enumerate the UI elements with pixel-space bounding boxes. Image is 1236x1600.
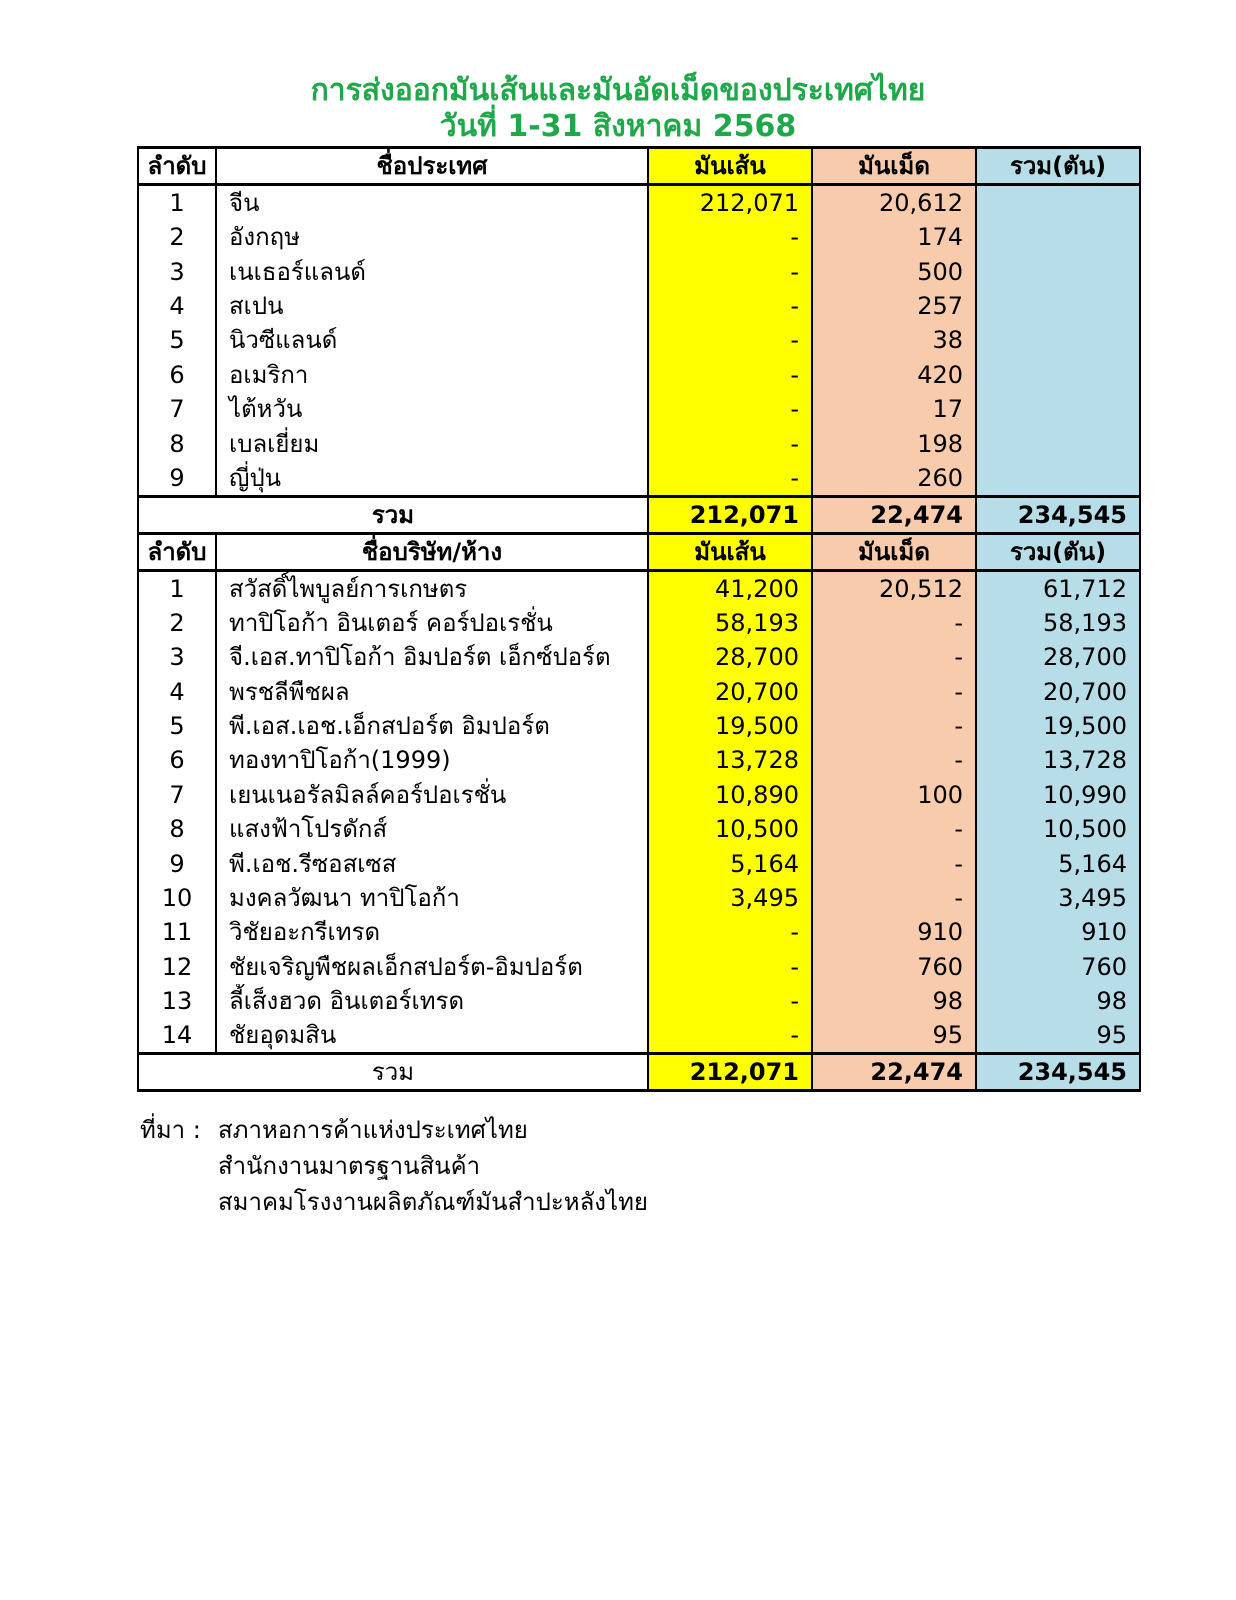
company-pellets-cell: 100 (812, 778, 976, 812)
source-line: สมาคมโรงงานผลิตภัณฑ์มันสำปะหลังไทย (218, 1188, 648, 1216)
company-name-cell: มงคลวัฒนา ทาปิโอก้า (216, 881, 648, 915)
company-section (138, 533, 1140, 1054)
company-chips-cell: - (648, 984, 812, 1018)
country-chips-cell: - (648, 220, 812, 254)
company-chips-cell: 10,890 (648, 778, 812, 812)
export-table (137, 146, 1141, 1092)
country-pellets-cell: 198 (812, 426, 976, 460)
country-row (138, 220, 1140, 254)
header-rank: ลำดับ (138, 148, 216, 185)
company-pellets-cell: 95 (812, 1018, 976, 1054)
country-total-row (138, 496, 1140, 533)
company-total-cell: 20,700 (976, 675, 1140, 709)
company-chips-cell: 41,200 (648, 570, 812, 606)
company-row (138, 881, 1140, 915)
company-rank-cell: 8 (138, 812, 216, 846)
country-rank-cell: 8 (138, 426, 216, 460)
country-chips-cell: - (648, 358, 812, 392)
company-name-cell: จี.เอส.ทาปิโอก้า อิมปอร์ต เอ็กซ์ปอร์ต (216, 640, 648, 674)
header-rank: ลำดับ (138, 533, 216, 570)
company-total-all: 234,545 (976, 1054, 1140, 1091)
country-pellets-cell: 174 (812, 220, 976, 254)
country-name-cell: สเปน (216, 289, 648, 323)
country-total-label: รวม (138, 496, 648, 533)
country-pellets-cell: 260 (812, 461, 976, 497)
country-total-chips: 212,071 (648, 496, 812, 533)
company-row (138, 950, 1140, 984)
company-total-cell: 98 (976, 984, 1140, 1018)
company-total-cell: 760 (976, 950, 1140, 984)
country-rank-cell: 5 (138, 323, 216, 357)
header-chips: มันเส้น (648, 148, 812, 185)
company-total-cell: 19,500 (976, 709, 1140, 743)
country-name-cell: ไต้หวัน (216, 392, 648, 426)
source-line: สภาหอการค้าแห่งประเทศไทย (218, 1116, 528, 1144)
company-total-cell: 13,728 (976, 743, 1140, 777)
company-name-cell: สวัสดิ์ไพบูลย์การเกษตร (216, 570, 648, 606)
company-rank-cell: 11 (138, 915, 216, 949)
company-pellets-cell: - (812, 743, 976, 777)
country-chips-cell: 212,071 (648, 185, 812, 221)
company-chips-cell: 10,500 (648, 812, 812, 846)
company-rank-cell: 2 (138, 606, 216, 640)
company-name-cell: เยนเนอรัลมิลล์คอร์ปอเรชั่น (216, 778, 648, 812)
header-total: รวม(ตัน) (976, 533, 1140, 570)
country-row (138, 392, 1140, 426)
company-name-cell: พรชลีพืชผล (216, 675, 648, 709)
country-pellets-cell: 38 (812, 323, 976, 357)
company-name-cell: ชัยอุดมสิน (216, 1018, 648, 1054)
company-row (138, 1018, 1140, 1054)
country-row (138, 323, 1140, 357)
country-row (138, 289, 1140, 323)
company-pellets-cell: - (812, 640, 976, 674)
country-rank-cell: 6 (138, 358, 216, 392)
company-total-cell: 95 (976, 1018, 1140, 1054)
company-total-label: รวม (138, 1054, 648, 1091)
country-pellets-cell: 420 (812, 358, 976, 392)
company-pellets-cell: 20,512 (812, 570, 976, 606)
company-rank-cell: 10 (138, 881, 216, 915)
company-total-cell: 58,193 (976, 606, 1140, 640)
country-chips-cell: - (648, 461, 812, 497)
company-pellets-cell: - (812, 812, 976, 846)
country-name-cell: อเมริกา (216, 358, 648, 392)
country-rank-cell: 2 (138, 220, 216, 254)
company-rank-cell: 6 (138, 743, 216, 777)
country-chips-cell: - (648, 426, 812, 460)
header-pellets: มันเม็ด (812, 533, 976, 570)
page-title: การส่งออกมันเส้นและมันอัดเม็ดของประเทศไทย (310, 73, 926, 108)
company-row (138, 846, 1140, 880)
company-row (138, 984, 1140, 1018)
company-rank-cell: 3 (138, 640, 216, 674)
company-rank-cell: 13 (138, 984, 216, 1018)
source-line: สำนักงานมาตรฐานสินค้า (218, 1152, 481, 1180)
source-lines (218, 1112, 648, 1220)
company-name-cell: พี.เอส.เอช.เอ็กสปอร์ต อิมปอร์ต (216, 709, 648, 743)
country-row (138, 358, 1140, 392)
country-name-cell: อังกฤษ (216, 220, 648, 254)
company-total-pellets: 22,474 (812, 1054, 976, 1091)
country-total-cell (976, 426, 1140, 460)
country-section (138, 148, 1140, 497)
country-header-row (138, 148, 1140, 185)
header-total: รวม(ตัน) (976, 148, 1140, 185)
company-total-section (138, 1054, 1140, 1091)
company-row (138, 675, 1140, 709)
company-rank-cell: 5 (138, 709, 216, 743)
source-label: ที่มา : (140, 1116, 201, 1144)
page-subtitle-date: วันที่ 1-31 สิงหาคม 2568 (439, 109, 797, 144)
company-total-chips: 212,071 (648, 1054, 812, 1091)
company-row (138, 812, 1140, 846)
company-total-cell: 10,500 (976, 812, 1140, 846)
company-chips-cell: - (648, 950, 812, 984)
country-chips-cell: - (648, 254, 812, 288)
header-company-name: ชื่อบริษัท/ห้าง (216, 533, 648, 570)
company-row (138, 743, 1140, 777)
country-row (138, 426, 1140, 460)
company-pellets-cell: - (812, 606, 976, 640)
header-chips: มันเส้น (648, 533, 812, 570)
company-total-cell: 5,164 (976, 846, 1140, 880)
company-name-cell: แสงฟ้าโปรดักส์ (216, 812, 648, 846)
country-pellets-cell: 500 (812, 254, 976, 288)
company-name-cell: ทองทาปิโอก้า(1999) (216, 743, 648, 777)
company-total-cell: 28,700 (976, 640, 1140, 674)
company-row (138, 778, 1140, 812)
country-name-cell: นิวซีแลนด์ (216, 323, 648, 357)
company-rank-cell: 1 (138, 570, 216, 606)
country-total-cell (976, 185, 1140, 221)
country-rank-cell: 3 (138, 254, 216, 288)
country-total-cell (976, 323, 1140, 357)
country-name-cell: ญี่ปุ่น (216, 461, 648, 497)
country-total-cell (976, 461, 1140, 497)
company-row (138, 640, 1140, 674)
country-total-all: 234,545 (976, 496, 1140, 533)
country-rank-cell: 7 (138, 392, 216, 426)
company-name-cell: พี.เอช.รีซอสเซส (216, 846, 648, 880)
country-chips-cell: - (648, 392, 812, 426)
company-total-cell: 61,712 (976, 570, 1140, 606)
country-pellets-cell: 17 (812, 392, 976, 426)
header-country-name: ชื่อประเทศ (216, 148, 648, 185)
company-total-row (138, 1054, 1140, 1091)
company-row (138, 570, 1140, 606)
country-rank-cell: 4 (138, 289, 216, 323)
company-rank-cell: 9 (138, 846, 216, 880)
country-total-pellets: 22,474 (812, 496, 976, 533)
company-chips-cell: 28,700 (648, 640, 812, 674)
company-pellets-cell: - (812, 846, 976, 880)
company-chips-cell: 3,495 (648, 881, 812, 915)
country-row (138, 461, 1140, 497)
country-total-cell (976, 358, 1140, 392)
company-rank-cell: 4 (138, 675, 216, 709)
company-pellets-cell: - (812, 881, 976, 915)
company-rank-cell: 14 (138, 1018, 216, 1054)
country-total-cell (976, 392, 1140, 426)
country-pellets-cell: 20,612 (812, 185, 976, 221)
company-header-row (138, 533, 1140, 570)
header-pellets: มันเม็ด (812, 148, 976, 185)
country-pellets-cell: 257 (812, 289, 976, 323)
country-total-section (138, 496, 1140, 533)
company-pellets-cell: 760 (812, 950, 976, 984)
company-name-cell: ลี้เส็งฮวด อินเตอร์เทรด (216, 984, 648, 1018)
company-chips-cell: 20,700 (648, 675, 812, 709)
company-name-cell: ชัยเจริญพืชผลเอ็กสปอร์ต-อิมปอร์ต (216, 950, 648, 984)
company-rank-cell: 7 (138, 778, 216, 812)
company-total-cell: 10,990 (976, 778, 1140, 812)
country-row (138, 185, 1140, 221)
company-name-cell: วิชัยอะกรีเทรด (216, 915, 648, 949)
country-name-cell: เบลเยี่ยม (216, 426, 648, 460)
company-row (138, 915, 1140, 949)
company-pellets-cell: - (812, 709, 976, 743)
country-chips-cell: - (648, 323, 812, 357)
company-chips-cell: 58,193 (648, 606, 812, 640)
company-total-cell: 3,495 (976, 881, 1140, 915)
company-rank-cell: 12 (138, 950, 216, 984)
company-name-cell: ทาปิโอก้า อินเตอร์ คอร์ปอเรชั่น (216, 606, 648, 640)
company-pellets-cell: 98 (812, 984, 976, 1018)
country-row (138, 254, 1140, 288)
company-row (138, 709, 1140, 743)
company-chips-cell: 5,164 (648, 846, 812, 880)
company-total-cell: 910 (976, 915, 1140, 949)
country-total-cell (976, 220, 1140, 254)
country-total-cell (976, 289, 1140, 323)
company-pellets-cell: 910 (812, 915, 976, 949)
country-name-cell: เนเธอร์แลนด์ (216, 254, 648, 288)
company-chips-cell: - (648, 915, 812, 949)
country-rank-cell: 1 (138, 185, 216, 221)
company-row (138, 606, 1140, 640)
company-chips-cell: 13,728 (648, 743, 812, 777)
company-chips-cell: - (648, 1018, 812, 1054)
country-rank-cell: 9 (138, 461, 216, 497)
country-chips-cell: - (648, 289, 812, 323)
country-total-cell (976, 254, 1140, 288)
company-pellets-cell: - (812, 675, 976, 709)
country-name-cell: จีน (216, 185, 648, 221)
company-chips-cell: 19,500 (648, 709, 812, 743)
